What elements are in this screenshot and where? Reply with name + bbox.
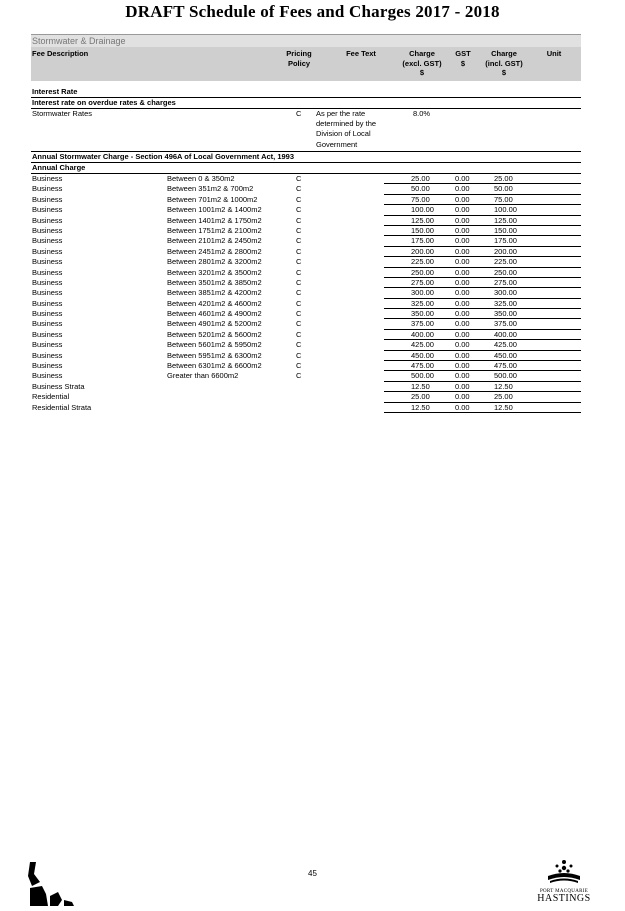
subcategory-overdue: Interest rate on overdue rates & charges xyxy=(31,98,581,109)
row-description: Business xyxy=(32,225,63,235)
row-range: Between 1751m2 & 2100m2 xyxy=(167,225,262,235)
row-charge-incl: 225.00 xyxy=(494,257,517,267)
table-row xyxy=(31,174,581,184)
row-charge-excl: 25.00 xyxy=(411,174,430,183)
row-description: Business xyxy=(32,288,63,298)
row-description: Business xyxy=(32,329,63,339)
row-range: Between 4201m2 & 4600m2 xyxy=(167,298,262,308)
row-charge-incl: 50.00 xyxy=(494,184,513,194)
row-charge-incl: 150.00 xyxy=(494,225,517,235)
header-fee-description: Fee Description xyxy=(32,49,89,58)
table-row xyxy=(31,109,581,151)
row-charge-incl: 12.50 xyxy=(494,381,513,391)
row-description: Business xyxy=(32,257,63,267)
page-title: DRAFT Schedule of Fees and Charges 2017 - 2018 xyxy=(125,2,500,21)
table-row xyxy=(31,340,581,350)
row-gst: 0.00 xyxy=(455,194,470,204)
row-policy: C xyxy=(296,109,302,118)
row-policy: C xyxy=(296,267,302,277)
row-policy: C xyxy=(296,350,302,360)
header-fee-text: Fee Text xyxy=(346,49,376,58)
row-charge-excl: 375.00 xyxy=(411,319,434,329)
row-gst: 0.00 xyxy=(455,361,470,371)
row-gst: 0.00 xyxy=(455,277,470,287)
row-range: Between 3201m2 & 3500m2 xyxy=(167,267,262,277)
row-policy: C xyxy=(296,194,302,204)
logo-line-2: HASTINGS xyxy=(537,893,591,904)
row-description: Residential xyxy=(32,392,70,402)
row-charge-incl: 175.00 xyxy=(494,236,517,246)
row-charge-incl: 375.00 xyxy=(494,319,517,329)
row-range: Between 2451m2 & 2800m2 xyxy=(167,246,262,256)
logo-line-1: PORT MACQUARIE xyxy=(539,889,589,894)
row-charge-incl: 275.00 xyxy=(494,277,517,287)
logo-emblem-icon xyxy=(546,858,582,884)
row-charge-incl: 400.00 xyxy=(494,329,517,339)
row-charge-excl: 475.00 xyxy=(411,361,434,371)
row-policy: C xyxy=(296,319,302,329)
row-charge-incl: 25.00 xyxy=(494,174,513,183)
port-macquarie-hastings-logo xyxy=(535,858,593,904)
row-description: Business xyxy=(32,236,63,246)
row-charge-excl: 12.50 xyxy=(411,381,430,391)
section-title: Stormwater & Drainage xyxy=(31,34,581,47)
table-row xyxy=(31,319,581,329)
table-row xyxy=(31,195,581,205)
row-range: Between 701m2 & 1000m2 xyxy=(167,194,258,204)
fees-table xyxy=(31,34,581,413)
row-gst: 0.00 xyxy=(455,381,470,391)
row-description: Business xyxy=(32,174,63,183)
row-policy: C xyxy=(296,174,302,183)
row-charge-incl: 475.00 xyxy=(494,361,517,371)
row-rule xyxy=(384,412,581,413)
row-gst: 0.00 xyxy=(455,298,470,308)
table-row xyxy=(31,257,581,267)
row-charge-incl: 75.00 xyxy=(494,194,513,204)
row-fee-text: As per the rate determined by the Division of Local Government xyxy=(316,109,377,149)
row-range: Between 2101m2 & 2450m2 xyxy=(167,236,262,246)
row-charge-incl: 500.00 xyxy=(494,371,517,381)
row-range: Between 351m2 & 700m2 xyxy=(167,184,254,194)
row-policy: C xyxy=(296,277,302,287)
row-gst: 0.00 xyxy=(455,225,470,235)
row-charge-excl: 12.50 xyxy=(411,402,430,412)
row-description: Stormwater Rates xyxy=(32,109,93,118)
row-charge-incl: 325.00 xyxy=(494,298,517,308)
table-row xyxy=(31,371,581,381)
row-range: Greater than 6600m2 xyxy=(167,371,239,381)
row-charge-excl: 500.00 xyxy=(411,371,434,381)
row-policy: C xyxy=(296,246,302,256)
table-row xyxy=(31,392,581,402)
row-description: Business xyxy=(32,309,63,319)
row-policy: C xyxy=(296,329,302,339)
table-row xyxy=(31,299,581,309)
row-description: Business xyxy=(32,194,63,204)
row-charge-excl: 25.00 xyxy=(411,392,430,402)
row-charge-excl: 450.00 xyxy=(411,350,434,360)
row-range: Between 0 & 350m2 xyxy=(167,174,235,183)
row-charge-incl: 300.00 xyxy=(494,288,517,298)
row-range: Between 4601m2 & 4900m2 xyxy=(167,309,262,319)
row-policy: C xyxy=(296,257,302,267)
row-description: Business xyxy=(32,184,63,194)
row-gst: 0.00 xyxy=(455,329,470,339)
row-gst: 0.00 xyxy=(455,257,470,267)
row-charge-incl: 450.00 xyxy=(494,350,517,360)
row-description: Business xyxy=(32,215,63,225)
row-description: Business xyxy=(32,277,63,287)
annual-rows xyxy=(31,174,581,413)
row-charge-excl: 300.00 xyxy=(411,288,434,298)
row-gst: 0.00 xyxy=(455,340,470,350)
table-row xyxy=(31,288,581,298)
row-range: Between 2801m2 & 3200m2 xyxy=(167,257,262,267)
row-charge-incl: 425.00 xyxy=(494,340,517,350)
row-description: Business xyxy=(32,205,63,215)
row-description: Business xyxy=(32,267,63,277)
category-interest-rate: Interest Rate xyxy=(31,87,581,98)
row-charge-excl: 100.00 xyxy=(411,205,434,215)
row-charge-incl: 125.00 xyxy=(494,215,517,225)
table-row xyxy=(31,236,581,246)
row-policy: C xyxy=(296,215,302,225)
table-row xyxy=(31,309,581,319)
row-charge-excl: 50.00 xyxy=(411,184,430,194)
row-range: Between 1001m2 & 1400m2 xyxy=(167,205,262,215)
header-unit: Unit xyxy=(546,49,562,58)
row-policy: C xyxy=(296,340,302,350)
row-gst: 0.00 xyxy=(455,309,470,319)
row-gst: 0.00 xyxy=(455,174,470,183)
table-row xyxy=(31,278,581,288)
row-gst: 0.00 xyxy=(455,371,470,381)
header-charge-incl: Charge (incl. GST) $ xyxy=(485,49,523,77)
table-row xyxy=(31,330,581,340)
row-charge-incl: 12.50 xyxy=(494,402,513,412)
header-charge-excl: Charge (excl. GST) $ xyxy=(402,49,442,77)
row-charge: 8.0% xyxy=(413,109,431,118)
row-gst: 0.00 xyxy=(455,350,470,360)
row-gst: 0.00 xyxy=(455,288,470,298)
table-row xyxy=(31,403,581,413)
row-charge-excl: 275.00 xyxy=(411,277,434,287)
row-policy: C xyxy=(296,205,302,215)
row-gst: 0.00 xyxy=(455,215,470,225)
table-row xyxy=(31,216,581,226)
row-charge-excl: 400.00 xyxy=(411,329,434,339)
row-gst: 0.00 xyxy=(455,205,470,215)
row-range: Between 5951m2 & 6300m2 xyxy=(167,350,262,360)
row-description: Business xyxy=(32,350,63,360)
row-policy: C xyxy=(296,225,302,235)
row-range: Between 4901m2 & 5200m2 xyxy=(167,319,262,329)
row-description: Business xyxy=(32,340,63,350)
row-policy: C xyxy=(296,309,302,319)
row-policy: C xyxy=(296,184,302,194)
table-row xyxy=(31,226,581,236)
row-description: Business xyxy=(32,371,63,381)
row-range: Between 5601m2 & 5950m2 xyxy=(167,340,262,350)
row-policy: C xyxy=(296,288,302,298)
table-row xyxy=(31,184,581,194)
row-gst: 0.00 xyxy=(455,184,470,194)
table-row xyxy=(31,351,581,361)
row-range: Between 3851m2 & 4200m2 xyxy=(167,288,262,298)
header-gst: GST $ xyxy=(455,49,471,68)
row-gst: 0.00 xyxy=(455,402,470,412)
row-charge-excl: 250.00 xyxy=(411,267,434,277)
row-range: Between 5201m2 & 5600m2 xyxy=(167,329,262,339)
row-charge-incl: 25.00 xyxy=(494,392,513,402)
row-charge-excl: 350.00 xyxy=(411,309,434,319)
row-range: Between 6301m2 & 6600m2 xyxy=(167,361,262,371)
row-range: Between 3501m2 & 3850m2 xyxy=(167,277,262,287)
row-description: Business xyxy=(32,361,63,371)
row-gst: 0.00 xyxy=(455,267,470,277)
row-policy: C xyxy=(296,371,302,381)
table-row xyxy=(31,361,581,371)
row-range: Between 1401m2 & 1750m2 xyxy=(167,215,262,225)
row-policy: C xyxy=(296,361,302,371)
row-charge-excl: 175.00 xyxy=(411,236,434,246)
category-annual-stormwater: Annual Stormwater Charge - Section 496A of Local Government Act, 1993 xyxy=(31,151,581,163)
subcategory-annual-charge: Annual Charge xyxy=(31,163,581,174)
row-description: Residential Strata xyxy=(32,402,92,412)
table-row xyxy=(31,382,581,392)
row-description: Business xyxy=(32,246,63,256)
table-row xyxy=(31,205,581,215)
row-gst: 0.00 xyxy=(455,392,470,402)
row-policy: C xyxy=(296,298,302,308)
table-header xyxy=(31,47,581,81)
header-pricing-policy: Pricing Policy xyxy=(286,49,312,68)
row-charge-excl: 425.00 xyxy=(411,340,434,350)
row-charge-excl: 200.00 xyxy=(411,246,434,256)
table-row xyxy=(31,268,581,278)
page-number: 45 xyxy=(308,869,317,878)
row-charge-incl: 250.00 xyxy=(494,267,517,277)
row-charge-incl: 350.00 xyxy=(494,309,517,319)
row-gst: 0.00 xyxy=(455,236,470,246)
row-charge-excl: 125.00 xyxy=(411,215,434,225)
row-gst: 0.00 xyxy=(455,319,470,329)
row-charge-excl: 150.00 xyxy=(411,225,434,235)
row-charge-excl: 75.00 xyxy=(411,194,430,204)
row-charge-excl: 325.00 xyxy=(411,298,434,308)
row-rule-top xyxy=(31,173,581,174)
row-policy: C xyxy=(296,236,302,246)
row-charge-incl: 200.00 xyxy=(494,246,517,256)
row-description: Business Strata xyxy=(32,381,85,391)
table-row xyxy=(31,247,581,257)
row-description: Business xyxy=(32,319,63,329)
row-charge-excl: 225.00 xyxy=(411,257,434,267)
row-gst: 0.00 xyxy=(455,246,470,256)
row-charge-incl: 100.00 xyxy=(494,205,517,215)
row-description: Business xyxy=(32,298,63,308)
